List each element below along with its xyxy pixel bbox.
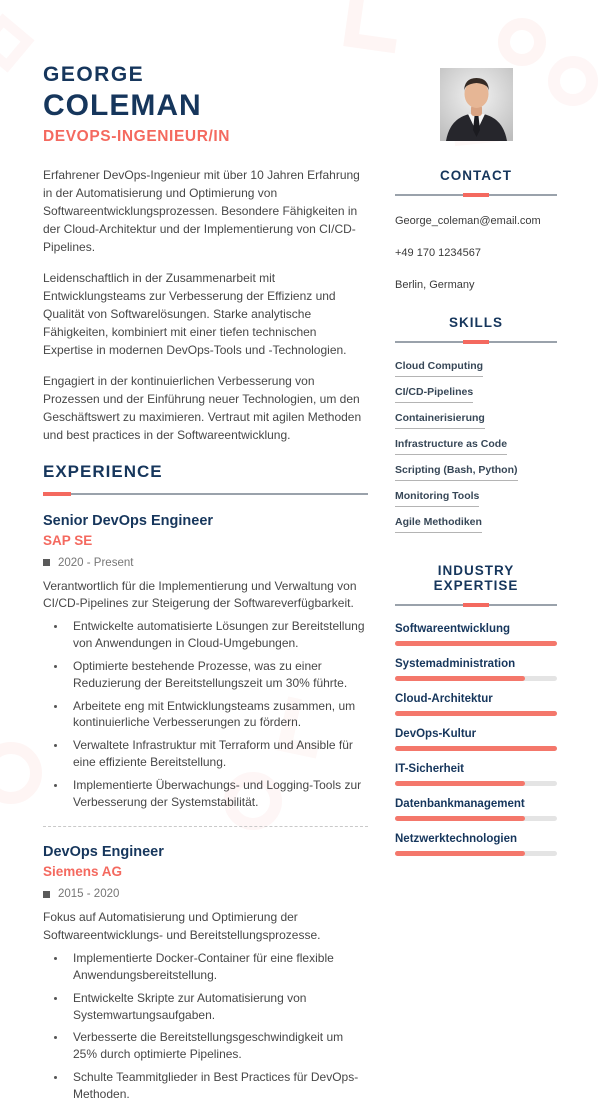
sidebar-column bbox=[395, 68, 557, 868]
contact-location: Berlin, Germany bbox=[395, 279, 475, 291]
divider-accent bbox=[463, 193, 489, 197]
job-separator bbox=[43, 826, 368, 827]
job-entry bbox=[43, 844, 368, 1102]
skill-tag: Agile Methodiken bbox=[395, 516, 482, 533]
job-bullet: • Schulte Teammitglieder in Best Practices für DevOps-Methoden. bbox=[67, 1069, 368, 1103]
skills-list bbox=[395, 360, 557, 533]
expertise-bar-track bbox=[395, 816, 557, 821]
profile-photo bbox=[440, 68, 513, 141]
expertise-item bbox=[395, 833, 557, 856]
expertise-bar-fill bbox=[395, 781, 525, 786]
calendar-icon bbox=[43, 559, 50, 566]
summary-paragraph: Leidenschaftlich in der Zusammenarbeit mit Entwicklungsteams zur Verbesserung der Effizienz und Qualität von Softwarelösungen. Starke analytische Fähigkeiten, kombiniert mit einer tiefen technischen Expertise in modernen DevOps-Tools und -Technologien. bbox=[43, 270, 347, 357]
divider-line bbox=[71, 493, 368, 495]
skills-heading: SKILLS bbox=[448, 315, 503, 330]
job-bullet: • Verbesserte die Bereitstellungsgeschwindigkeit um 25% durch optimierte Pipelines. bbox=[67, 1029, 368, 1063]
contact-email: George_coleman@email.com bbox=[395, 215, 541, 227]
section-divider bbox=[395, 340, 557, 344]
background-letter-decoration bbox=[0, 13, 35, 72]
job-period: 2020 - Present bbox=[58, 556, 134, 569]
job-description: Fokus auf Automatisierung und Optimierung der Softwareentwicklungs- und Bereitstellungsprozesse. bbox=[43, 910, 321, 942]
contact-list bbox=[395, 215, 557, 291]
expertise-label: DevOps-Kultur bbox=[395, 728, 477, 740]
expertise-label: Netzwerktechnologien bbox=[395, 833, 518, 845]
expertise-label: Datenbankmanagement bbox=[395, 798, 525, 810]
job-bullet-list bbox=[67, 618, 368, 810]
contact-heading: CONTACT bbox=[440, 168, 512, 183]
section-divider bbox=[395, 193, 557, 197]
job-company: SAP SE bbox=[43, 532, 93, 548]
profile-summary bbox=[43, 166, 368, 444]
expertise-bar-track bbox=[395, 746, 557, 751]
job-role: DevOps Engineer bbox=[43, 844, 164, 861]
expertise-list bbox=[395, 623, 557, 856]
skill-tag: Infrastructure as Code bbox=[395, 438, 507, 455]
expertise-bar-track bbox=[395, 641, 557, 646]
skill-tag: CI/CD-Pipelines bbox=[395, 386, 473, 403]
industry-expertise-section bbox=[395, 563, 557, 856]
divider-accent bbox=[463, 603, 489, 607]
job-bullet: • Implementierte Docker-Container für eine flexible Anwendungsbereitstellung. bbox=[67, 950, 368, 984]
job-bullet: • Implementierte Überwachungs- und Logging-Tools zur Verbesserung der Systemstabilität. bbox=[67, 777, 368, 811]
expertise-label: IT-Sicherheit bbox=[395, 763, 465, 775]
job-bullet: • Arbeitete eng mit Entwicklungsteams zusammen, um kontinuierliche Verbesserungen zu fördern. bbox=[67, 698, 368, 732]
skill-tag: Monitoring Tools bbox=[395, 490, 479, 507]
expertise-item bbox=[395, 763, 557, 786]
calendar-icon bbox=[43, 891, 50, 898]
first-name: GEORGE bbox=[43, 63, 145, 86]
expertise-bar-track bbox=[395, 676, 557, 681]
expertise-bar-fill bbox=[395, 711, 557, 716]
job-bullet: • Entwickelte Skripte zur Automatisierung von Systemwartungsaufgaben. bbox=[67, 990, 368, 1024]
expertise-bar-fill bbox=[395, 851, 525, 856]
expertise-bar-fill bbox=[395, 676, 525, 681]
section-divider bbox=[43, 492, 368, 496]
expertise-label: Softwareentwicklung bbox=[395, 623, 511, 635]
expertise-bar-fill bbox=[395, 641, 557, 646]
job-description: Verantwortlich für die Implementierung und Verwaltung von CI/CD-Pipelines zur Steigerung der Softwareverfügbarkeit. bbox=[43, 578, 357, 611]
summary-paragraph: Engagiert in der kontinuierlichen Verbesserung von Prozessen und der Einführung neuer Technologien, um den Geschäftswert zu maximieren. Vertraut mit agilen Methoden und best practices in der Softwareentwicklung. bbox=[43, 373, 362, 442]
divider-accent bbox=[463, 340, 489, 344]
contact-phone: +49 170 1234567 bbox=[395, 247, 481, 259]
job-date-row bbox=[43, 888, 368, 900]
industry-expertise-heading: INDUSTRY EXPERTISE bbox=[433, 563, 519, 593]
experience-heading: EXPERIENCE bbox=[43, 461, 163, 481]
expertise-bar-track bbox=[395, 781, 557, 786]
background-letter-decoration bbox=[498, 18, 546, 66]
job-bullet-list bbox=[67, 950, 368, 1102]
job-company: Siemens AG bbox=[43, 864, 123, 880]
job-period: 2015 - 2020 bbox=[58, 888, 120, 901]
expertise-item bbox=[395, 798, 557, 821]
expertise-bar-track bbox=[395, 851, 557, 856]
last-name: COLEMAN bbox=[43, 89, 202, 123]
expertise-bar-fill bbox=[395, 746, 557, 751]
expertise-item bbox=[395, 728, 557, 751]
background-letter-decoration bbox=[343, 0, 405, 53]
expertise-label: Systemadministration bbox=[395, 658, 516, 670]
expertise-bar-track bbox=[395, 711, 557, 716]
section-divider bbox=[395, 603, 557, 607]
profile-photo-image bbox=[440, 68, 513, 141]
job-bullet: • Entwickelte automatisierte Lösungen zur Bereitstellung von Anwendungen in Cloud-Umgebungen. bbox=[67, 618, 368, 652]
expertise-label: Cloud-Architektur bbox=[395, 693, 493, 705]
job-bullet: • Optimierte bestehende Prozesse, was zu einer Reduzierung der Bereitstellungszeit um 30% führte. bbox=[67, 658, 368, 692]
expertise-bar-fill bbox=[395, 816, 525, 821]
job-title: DEVOPS-INGENIEUR/IN bbox=[43, 127, 231, 145]
expertise-item bbox=[395, 623, 557, 646]
skill-tag: Cloud Computing bbox=[395, 360, 483, 377]
skill-tag: Containerisierung bbox=[395, 412, 485, 429]
background-letter-decoration bbox=[0, 742, 42, 804]
main-column bbox=[43, 62, 368, 1103]
job-role: Senior DevOps Engineer bbox=[43, 512, 214, 529]
job-entry bbox=[43, 513, 368, 811]
summary-paragraph: Erfahrener DevOps-Ingenieur mit über 10 Jahren Erfahrung in der Automatisierung und Optimierung von Softwareentwicklungsprozessen. Besondere Fähigkeiten in der Cloud-Architektur und der Implementierung von CI/CD-Pipelines. bbox=[43, 167, 360, 254]
contact-section bbox=[395, 168, 557, 291]
job-date-row bbox=[43, 557, 368, 569]
divider-accent bbox=[43, 492, 71, 496]
job-bullet: • Verwaltete Infrastruktur mit Terraform und Ansible für eine effiziente Bereitstellung. bbox=[67, 737, 368, 771]
skill-tag: Scripting (Bash, Python) bbox=[395, 464, 518, 481]
expertise-item bbox=[395, 693, 557, 716]
expertise-item bbox=[395, 658, 557, 681]
skills-section bbox=[395, 315, 557, 533]
